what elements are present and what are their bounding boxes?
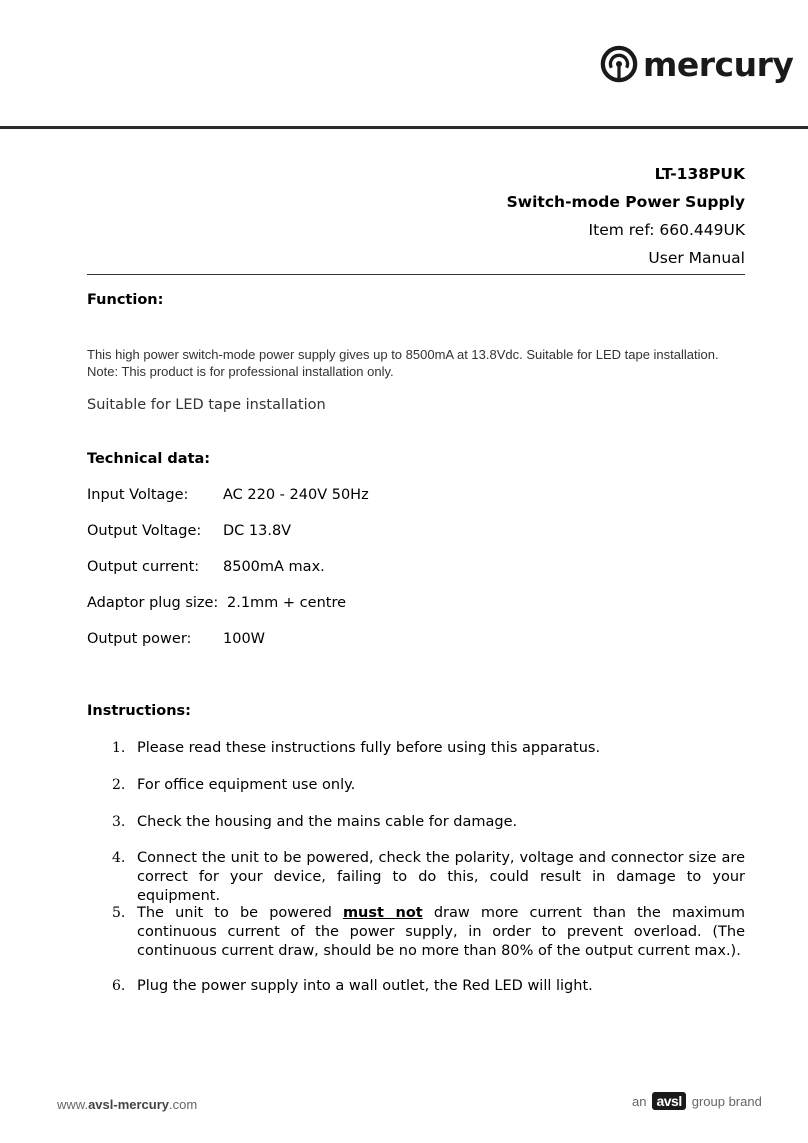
product-name: Switch-mode Power Supply: [506, 193, 745, 211]
instruction-item: [112, 849, 745, 906]
function-heading: Function:: [87, 292, 164, 308]
url-suffix: .com: [169, 1097, 198, 1112]
brand-prefix: an: [632, 1093, 647, 1109]
spec-value: 2.1mm + centre: [227, 595, 347, 611]
logo-wordmark: mercury: [643, 44, 794, 84]
spec-label: Output power:: [87, 631, 192, 647]
instruction-item: [112, 776, 745, 795]
instruction-text: [137, 904, 745, 961]
document-type: User Manual: [648, 249, 745, 267]
instruction-item: [112, 904, 745, 961]
instruction-number: 1.: [112, 740, 126, 756]
spec-value: AC 220 - 240V 50Hz: [223, 487, 369, 503]
spec-label: Input Voltage:: [87, 487, 189, 503]
instruction-text-end: draw more current than the maximum continuous current of the power supply, in order to prevent overload. (The continuous current draw, should be no more than 80% of the output current max.).: [137, 905, 745, 959]
instruction-text: Please read these instructions fully before using this apparatus.: [137, 740, 601, 756]
instructions-heading: Instructions:: [87, 703, 191, 719]
mercury-signal-icon: [600, 45, 638, 83]
website-url[interactable]: [57, 1097, 197, 1112]
instruction-text: Connect the unit to be powered, check the polarity, voltage and connector size are correct for your device, failing to do this, could result in damage to your equipment.: [137, 850, 745, 904]
must-not-emphasis: must not: [342, 905, 423, 921]
instruction-item: [112, 977, 745, 996]
instruction-text: For office equipment use only.: [137, 777, 356, 793]
url-brand: avsl-mercury: [88, 1097, 170, 1112]
mercury-logo: [600, 44, 793, 84]
url-prefix: www.: [57, 1097, 89, 1112]
avsl-logo: avsl: [652, 1092, 685, 1110]
spec-value: 8500mA max.: [223, 559, 325, 575]
instruction-number: 2.: [112, 777, 126, 793]
instruction-item: [112, 813, 745, 832]
instruction-number: 5.: [112, 905, 126, 921]
instruction-number: 4.: [112, 850, 126, 866]
instruction-number: 3.: [112, 814, 126, 830]
function-description: This high power switch-mode power supply gives up to 8500mA at 13.8Vdc. Suitable for LED tape installation. Note: This product is for professional installation only.: [87, 347, 719, 379]
spec-label: Adaptor plug size:: [87, 595, 219, 611]
brand-suffix: group brand: [691, 1093, 762, 1109]
header-divider: [0, 126, 808, 129]
instruction-text: Check the housing and the mains cable for damage.: [137, 814, 518, 830]
spec-label: Output Voltage:: [87, 523, 202, 539]
item-reference: Item ref: 660.449UK: [588, 221, 745, 239]
suitable-note: Suitable for LED tape installation: [87, 397, 326, 413]
instruction-text-start: The unit to be powered: [137, 905, 332, 921]
spec-label: Output current:: [87, 559, 200, 575]
instruction-text: Plug the power supply into a wall outlet, the Red LED will light.: [137, 978, 593, 994]
spec-value: DC 13.8V: [223, 523, 292, 539]
title-divider: [87, 274, 745, 275]
technical-heading: Technical data:: [87, 451, 211, 467]
instruction-number: 6.: [112, 978, 126, 994]
model-number: LT-138PUK: [654, 165, 745, 183]
group-brand: [632, 1092, 762, 1110]
title-block: [325, 160, 745, 272]
spec-value: 100W: [223, 631, 266, 647]
instruction-item: [112, 739, 745, 758]
